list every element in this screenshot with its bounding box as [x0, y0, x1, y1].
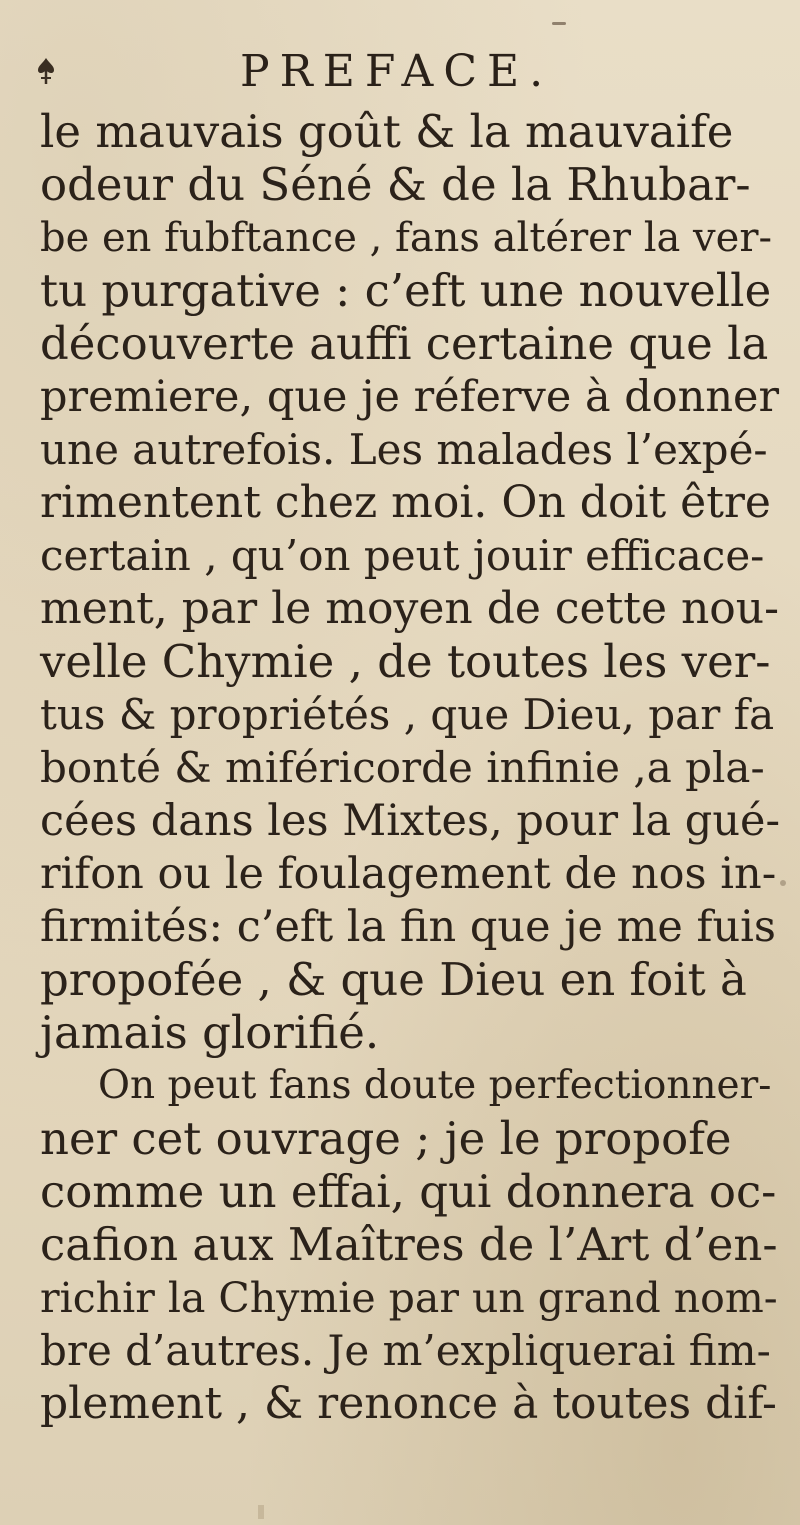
- fleuron-icon: [34, 56, 58, 86]
- text-line: bonté & miféricorde infinie ,a pla-: [40, 743, 765, 792]
- text-line: richir la Chymie par un grand nom-: [40, 1274, 778, 1322]
- text-line: comme un effai, qui donnera oc-: [40, 1165, 777, 1218]
- text-line: propofée , & que Dieu en foit à: [40, 953, 747, 1006]
- paper-mark: [258, 1505, 264, 1519]
- text-line: be en fubftance , fans altérer la ver-: [40, 215, 772, 261]
- text-line: le mauvais goût & la mauvaife: [40, 105, 734, 158]
- text-line: cafion aux Maîtres de l’Art d’en-: [40, 1218, 778, 1271]
- text-line: premiere, que je réferve à donner: [40, 372, 780, 422]
- ink-mark: [552, 22, 566, 25]
- text-line-indented: On peut fans doute perfectionner-: [98, 1063, 772, 1108]
- text-line: odeur du Séné & de la Rhubar-: [40, 158, 751, 211]
- running-title: PREFACE.: [240, 46, 554, 97]
- text-line: cées dans les Mixtes, pour la gué-: [40, 796, 780, 846]
- text-line: certain , qu’on peut jouir efficace-: [40, 531, 765, 580]
- text-line: firmités: c’eft la fin que je me fuis: [40, 902, 776, 952]
- text-line: tu purgative : c’eft une nouvelle: [40, 264, 772, 317]
- text-line: jamais glorifié.: [40, 1006, 380, 1059]
- text-line: tus & propriétés , que Dieu, par fa: [40, 690, 775, 739]
- page-header: [0, 48, 800, 96]
- text-line: découverte auffi certaine que la: [40, 317, 769, 370]
- margin-speck: [780, 880, 786, 886]
- text-line: ner cet ouvrage ; je le propofe: [40, 1112, 732, 1165]
- text-line: plement , & renonce à toutes dif-: [40, 1378, 777, 1429]
- text-line: rimentent chez moi. On doit être: [40, 477, 771, 528]
- body-text: [40, 100, 780, 1429]
- text-line: velle Chymie , de toutes les ver-: [40, 635, 771, 688]
- text-line: une autrefois. Les malades l’expé-: [40, 425, 768, 474]
- text-line: rifon ou le foulagement de nos in-: [40, 849, 777, 899]
- text-line: bre d’autres. Je m’expliquerai fim-: [40, 1326, 771, 1375]
- text-line: ment, par le moyen de cette nou-: [40, 583, 779, 634]
